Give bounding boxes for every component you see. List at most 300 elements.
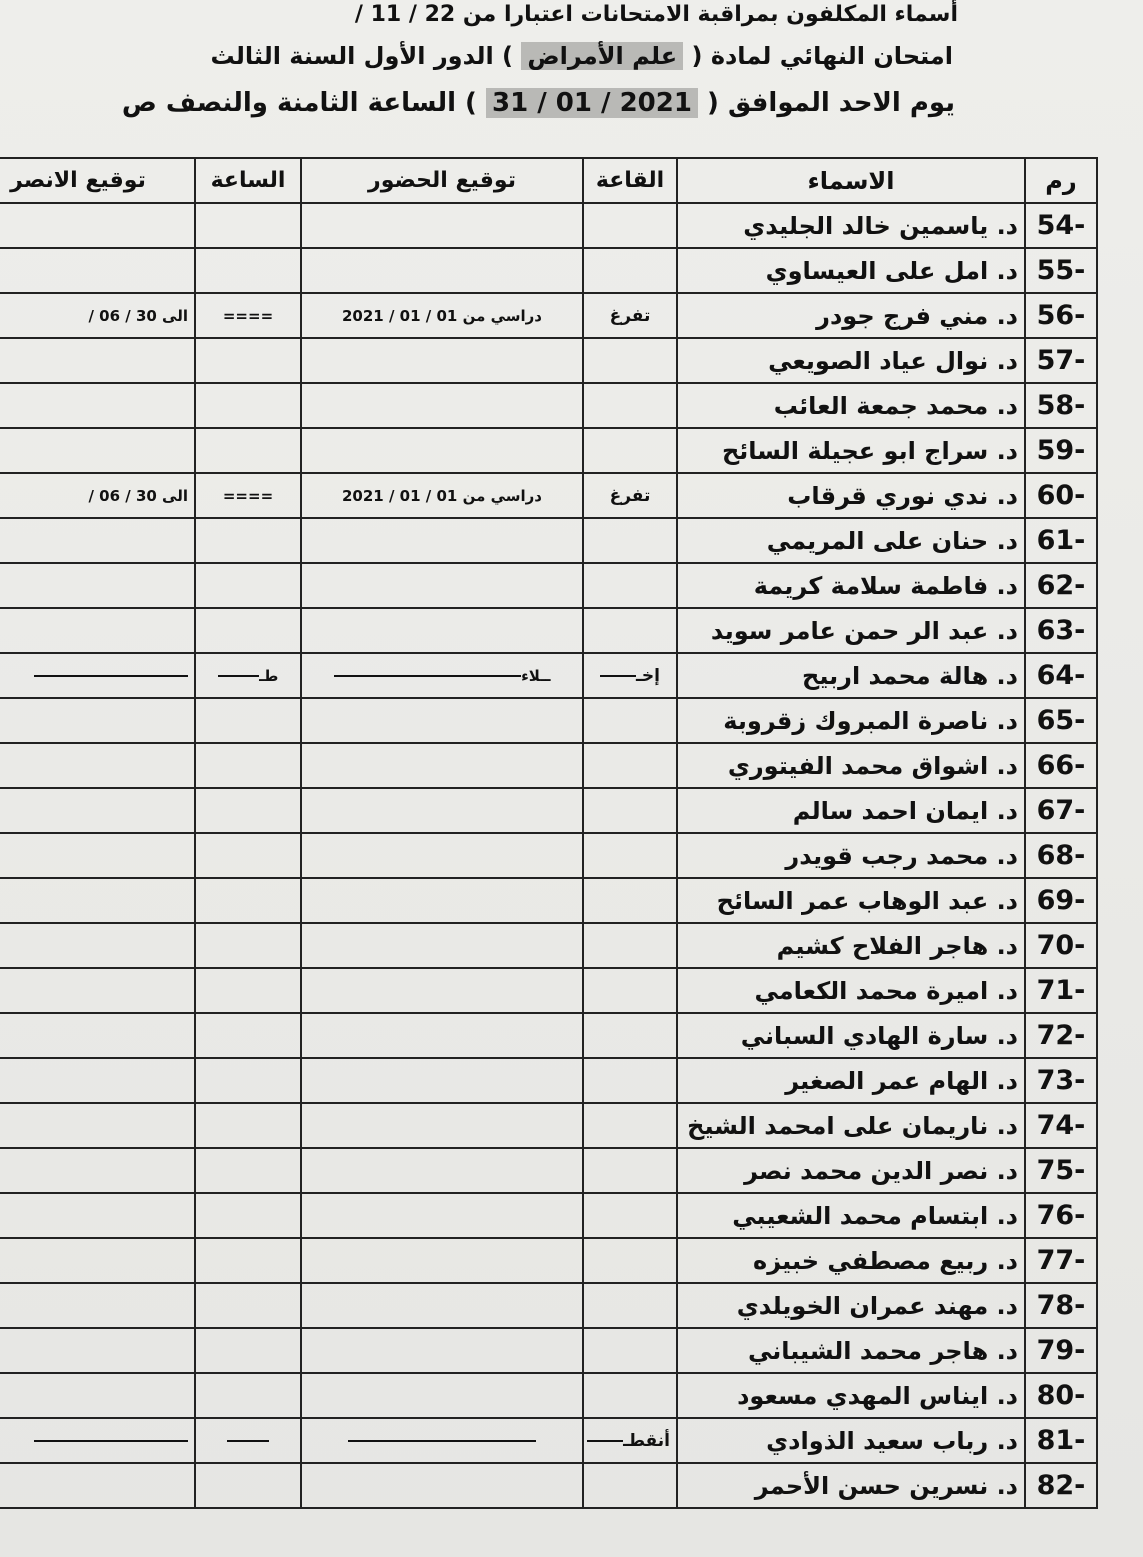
row-name bbox=[677, 653, 1025, 698]
row-attendance bbox=[301, 1058, 583, 1103]
row-name-text: د. محمد رجب قويدر bbox=[785, 841, 1018, 870]
row-name-text: د. ياسمين خالد الجليدي bbox=[743, 211, 1018, 240]
row-hall bbox=[583, 248, 677, 293]
row-time bbox=[195, 1328, 301, 1373]
strike-line bbox=[227, 1440, 268, 1442]
row-number-text: 55- bbox=[1036, 255, 1086, 286]
row-departure bbox=[0, 878, 195, 923]
row-name-text: د. ناريمان على امحمد الشيخ bbox=[687, 1111, 1018, 1140]
row-hall-text: تفرغ bbox=[609, 305, 651, 326]
row-name bbox=[677, 1148, 1025, 1193]
row-name bbox=[677, 1193, 1025, 1238]
row-departure bbox=[0, 1148, 195, 1193]
row-hall bbox=[583, 1328, 677, 1373]
row-time bbox=[195, 1418, 301, 1463]
row-time bbox=[195, 923, 301, 968]
row-departure bbox=[0, 1193, 195, 1238]
row-name-text: د. ايناس المهدي مسعود bbox=[737, 1381, 1018, 1410]
row-hall-text: تفرغ bbox=[609, 485, 651, 506]
row-departure bbox=[0, 608, 195, 653]
row-number-text: 54- bbox=[1036, 210, 1086, 241]
row-departure bbox=[0, 743, 195, 788]
row-number bbox=[1025, 473, 1097, 518]
row-hall bbox=[583, 1238, 677, 1283]
row-number bbox=[1025, 608, 1097, 653]
row-attendance bbox=[301, 1418, 583, 1463]
table-row bbox=[0, 1103, 1097, 1148]
row-name bbox=[677, 698, 1025, 743]
row-departure bbox=[0, 1328, 195, 1373]
row-name bbox=[677, 923, 1025, 968]
row-attendance bbox=[301, 698, 583, 743]
row-departure bbox=[0, 1058, 195, 1103]
row-hall bbox=[583, 473, 677, 518]
row-name-text: د. هاجر محمد الشيباني bbox=[747, 1336, 1018, 1365]
row-time bbox=[195, 473, 301, 518]
row-hall bbox=[583, 1418, 677, 1463]
row-attendance bbox=[301, 1103, 583, 1148]
row-number bbox=[1025, 1418, 1097, 1463]
row-number-text: 63- bbox=[1036, 615, 1086, 646]
row-hall bbox=[583, 338, 677, 383]
row-number-text: 62- bbox=[1036, 570, 1086, 601]
row-departure bbox=[0, 788, 195, 833]
row-departure bbox=[0, 923, 195, 968]
row-departure bbox=[0, 293, 195, 338]
row-number bbox=[1025, 788, 1097, 833]
row-attendance bbox=[301, 878, 583, 923]
table-row bbox=[0, 518, 1097, 563]
table-row bbox=[0, 428, 1097, 473]
row-number-text: 65- bbox=[1036, 705, 1086, 736]
row-name-text: د. الهام عمر الصغير bbox=[785, 1066, 1018, 1095]
row-number-text: 56- bbox=[1036, 300, 1086, 331]
table-row bbox=[0, 653, 1097, 698]
row-number-text: 73- bbox=[1036, 1065, 1086, 1096]
row-name bbox=[677, 563, 1025, 608]
exam-subject-line bbox=[210, 42, 953, 70]
row-time bbox=[195, 608, 301, 653]
row-time bbox=[195, 1013, 301, 1058]
row-departure bbox=[0, 653, 195, 698]
row-time bbox=[195, 1148, 301, 1193]
row-time bbox=[195, 203, 301, 248]
row-departure bbox=[0, 563, 195, 608]
strike-line bbox=[218, 675, 259, 677]
strike-line bbox=[34, 1440, 188, 1442]
row-time bbox=[195, 878, 301, 923]
row-attendance bbox=[301, 338, 583, 383]
row-number bbox=[1025, 653, 1097, 698]
row-attendance-text: دراسي من 01 / 01 / 2021 bbox=[341, 306, 542, 325]
row-name-text: د. نصر الدين محمد نصر bbox=[744, 1156, 1018, 1185]
row-time bbox=[195, 1238, 301, 1283]
row-hall bbox=[583, 968, 677, 1013]
row-hall bbox=[583, 1148, 677, 1193]
row-attendance bbox=[301, 743, 583, 788]
table-row bbox=[0, 293, 1097, 338]
strike-line bbox=[587, 1440, 623, 1442]
row-number bbox=[1025, 1463, 1097, 1508]
row-name-text: د. هالة محمد اربيح bbox=[802, 661, 1018, 690]
row-attendance bbox=[301, 383, 583, 428]
row-number-text: 57- bbox=[1036, 345, 1086, 376]
row-name bbox=[677, 1373, 1025, 1418]
row-time bbox=[195, 518, 301, 563]
row-name bbox=[677, 1058, 1025, 1103]
row-attendance bbox=[301, 518, 583, 563]
row-departure bbox=[0, 248, 195, 293]
row-number-text: 74- bbox=[1036, 1110, 1086, 1141]
table-row bbox=[0, 1328, 1097, 1373]
row-departure bbox=[0, 968, 195, 1013]
row-attendance bbox=[301, 1013, 583, 1058]
row-number-text: 78- bbox=[1036, 1290, 1086, 1321]
row-time bbox=[195, 563, 301, 608]
row-number bbox=[1025, 518, 1097, 563]
row-departure-text: الى 30 / 06 / bbox=[88, 486, 188, 505]
table-row bbox=[0, 1058, 1097, 1103]
row-number bbox=[1025, 563, 1097, 608]
row-number bbox=[1025, 338, 1097, 383]
row-time bbox=[195, 968, 301, 1013]
row-name-text: د. نسرين حسن الأحمر bbox=[754, 1471, 1018, 1500]
table-row bbox=[0, 608, 1097, 653]
strike-line bbox=[600, 675, 636, 677]
row-departure bbox=[0, 698, 195, 743]
row-attendance bbox=[301, 968, 583, 1013]
row-name bbox=[677, 473, 1025, 518]
row-hall bbox=[583, 923, 677, 968]
row-attendance-text: ــلاء bbox=[521, 666, 551, 685]
row-hall bbox=[583, 788, 677, 833]
row-name bbox=[677, 338, 1025, 383]
row-time bbox=[195, 1283, 301, 1328]
row-time-text: ==== bbox=[222, 486, 274, 505]
row-number-text: 79- bbox=[1036, 1335, 1086, 1366]
row-number bbox=[1025, 1193, 1097, 1238]
row-number bbox=[1025, 428, 1097, 473]
exam-date: 2021 / 01 / 31 bbox=[486, 88, 698, 118]
table-row bbox=[0, 1148, 1097, 1193]
row-number-text: 82- bbox=[1036, 1470, 1086, 1501]
row-time bbox=[195, 248, 301, 293]
row-hall-text: إخـ bbox=[636, 665, 660, 686]
table-row bbox=[0, 698, 1097, 743]
row-name-text: د. سراج ابو عجيلة السائح bbox=[721, 436, 1018, 465]
row-departure bbox=[0, 518, 195, 563]
row-departure bbox=[0, 338, 195, 383]
row-number bbox=[1025, 1283, 1097, 1328]
row-number bbox=[1025, 698, 1097, 743]
table-row bbox=[0, 923, 1097, 968]
table-row bbox=[0, 1013, 1097, 1058]
table-body bbox=[0, 203, 1097, 1508]
row-hall bbox=[583, 1193, 677, 1238]
table-header-row bbox=[0, 158, 1097, 203]
row-time bbox=[195, 833, 301, 878]
row-hall bbox=[583, 1058, 677, 1103]
row-number bbox=[1025, 248, 1097, 293]
row-time bbox=[195, 338, 301, 383]
row-number bbox=[1025, 968, 1097, 1013]
row-hall bbox=[583, 1373, 677, 1418]
row-name-text: د. ناصرة المبروك زقروبة bbox=[723, 706, 1018, 735]
row-departure bbox=[0, 1463, 195, 1508]
row-name bbox=[677, 1103, 1025, 1148]
row-time bbox=[195, 428, 301, 473]
row-number bbox=[1025, 1013, 1097, 1058]
row-number-text: 67- bbox=[1036, 795, 1086, 826]
row-name-text: د. ربيع مصطفي خبيزه bbox=[753, 1246, 1018, 1275]
table-row bbox=[0, 563, 1097, 608]
row-departure bbox=[0, 428, 195, 473]
row-number-text: 68- bbox=[1036, 840, 1086, 871]
row-departure bbox=[0, 1013, 195, 1058]
row-name-text: د. ايمان احمد سالم bbox=[792, 796, 1018, 825]
strike-line bbox=[34, 675, 188, 677]
row-attendance bbox=[301, 1463, 583, 1508]
row-time bbox=[195, 1193, 301, 1238]
table-row bbox=[0, 1283, 1097, 1328]
col-hall-header: القاعة bbox=[583, 158, 677, 203]
row-hall bbox=[583, 1013, 677, 1058]
row-attendance bbox=[301, 923, 583, 968]
row-departure bbox=[0, 203, 195, 248]
row-hall bbox=[583, 1283, 677, 1328]
row-departure bbox=[0, 473, 195, 518]
row-name-text: د. محمد جمعة العائب bbox=[773, 391, 1018, 420]
row-hall bbox=[583, 653, 677, 698]
row-name bbox=[677, 518, 1025, 563]
row-name bbox=[677, 428, 1025, 473]
table-row bbox=[0, 788, 1097, 833]
subject-suffix: ) الدور الأول السنة الثالث bbox=[210, 42, 514, 70]
row-time bbox=[195, 788, 301, 833]
row-attendance bbox=[301, 1328, 583, 1373]
table-row bbox=[0, 1193, 1097, 1238]
strike-line bbox=[334, 675, 522, 677]
row-number-text: 58- bbox=[1036, 390, 1086, 421]
table-row bbox=[0, 878, 1097, 923]
document-title bbox=[355, 2, 958, 27]
row-number-text: 59- bbox=[1036, 435, 1086, 466]
row-hall bbox=[583, 743, 677, 788]
row-number bbox=[1025, 923, 1097, 968]
row-name-text: د. حنان على المريمي bbox=[766, 526, 1018, 555]
col-departure-header: توقيع الانصر bbox=[0, 158, 195, 203]
row-time bbox=[195, 1463, 301, 1508]
table-row bbox=[0, 248, 1097, 293]
row-departure-text: الى 30 / 06 / bbox=[88, 306, 188, 325]
row-number bbox=[1025, 1373, 1097, 1418]
row-name bbox=[677, 1283, 1025, 1328]
row-name-text: د. امل على العيساوي bbox=[765, 256, 1018, 285]
strike-line bbox=[348, 1440, 536, 1442]
row-number-text: 75- bbox=[1036, 1155, 1086, 1186]
row-number bbox=[1025, 383, 1097, 428]
row-time bbox=[195, 1058, 301, 1103]
row-departure bbox=[0, 833, 195, 878]
row-hall-text: أنقطـ bbox=[623, 1430, 670, 1451]
row-attendance bbox=[301, 473, 583, 518]
row-hall bbox=[583, 563, 677, 608]
row-attendance bbox=[301, 1148, 583, 1193]
col-names-header: الاسماء bbox=[677, 158, 1025, 203]
row-departure bbox=[0, 383, 195, 428]
row-departure bbox=[0, 1238, 195, 1283]
table-row bbox=[0, 1418, 1097, 1463]
row-number-text: 77- bbox=[1036, 1245, 1086, 1276]
row-time bbox=[195, 383, 301, 428]
table-row bbox=[0, 833, 1097, 878]
row-number-text: 64- bbox=[1036, 660, 1086, 691]
table-row bbox=[0, 743, 1097, 788]
table-row bbox=[0, 968, 1097, 1013]
col-number-header: رم bbox=[1025, 158, 1097, 203]
date-suffix: ) الساعة الثامنة والنصف ص bbox=[121, 88, 477, 118]
row-number bbox=[1025, 743, 1097, 788]
row-number bbox=[1025, 833, 1097, 878]
row-time-text: طـ bbox=[259, 666, 279, 685]
row-hall bbox=[583, 878, 677, 923]
row-attendance bbox=[301, 293, 583, 338]
row-number-text: 60- bbox=[1036, 480, 1086, 511]
row-name bbox=[677, 248, 1025, 293]
table-row bbox=[0, 383, 1097, 428]
row-name-text: د. سارة الهادي السباني bbox=[740, 1021, 1018, 1050]
row-attendance bbox=[301, 653, 583, 698]
row-name-text: د. فاطمة سلامة كريمة bbox=[753, 571, 1018, 600]
row-number-text: 72- bbox=[1036, 1020, 1086, 1051]
row-number-text: 69- bbox=[1036, 885, 1086, 916]
row-time bbox=[195, 698, 301, 743]
exam-date-line bbox=[122, 88, 955, 118]
row-attendance bbox=[301, 428, 583, 473]
row-number bbox=[1025, 1328, 1097, 1373]
row-number bbox=[1025, 1103, 1097, 1148]
row-hall bbox=[583, 428, 677, 473]
col-time-header: الساعة bbox=[195, 158, 301, 203]
row-number bbox=[1025, 203, 1097, 248]
row-attendance bbox=[301, 1193, 583, 1238]
row-attendance bbox=[301, 1238, 583, 1283]
row-name bbox=[677, 1328, 1025, 1373]
row-number-text: 76- bbox=[1036, 1200, 1086, 1231]
row-name-text: د. مني فرج جودر bbox=[816, 301, 1018, 330]
row-number-text: 71- bbox=[1036, 975, 1086, 1006]
row-attendance bbox=[301, 833, 583, 878]
row-attendance-text: دراسي من 01 / 01 / 2021 bbox=[341, 486, 542, 505]
row-number-text: 80- bbox=[1036, 1380, 1086, 1411]
row-departure bbox=[0, 1373, 195, 1418]
row-number bbox=[1025, 1058, 1097, 1103]
row-hall bbox=[583, 698, 677, 743]
row-hall bbox=[583, 293, 677, 338]
row-name-text: د. ندي نوري قرقاب bbox=[787, 481, 1018, 510]
row-name bbox=[677, 203, 1025, 248]
row-name-text: د. مهند عمران الخويلدي bbox=[736, 1291, 1018, 1320]
row-attendance bbox=[301, 1373, 583, 1418]
invigilators-table bbox=[0, 157, 1098, 1509]
row-name bbox=[677, 1238, 1025, 1283]
row-attendance bbox=[301, 563, 583, 608]
row-name bbox=[677, 293, 1025, 338]
row-time bbox=[195, 1373, 301, 1418]
row-name-text: د. عبد الوهاب عمر السائح bbox=[716, 886, 1018, 915]
row-attendance bbox=[301, 248, 583, 293]
row-number-text: 81- bbox=[1036, 1425, 1086, 1456]
row-departure bbox=[0, 1418, 195, 1463]
table-row bbox=[0, 203, 1097, 248]
row-attendance bbox=[301, 1283, 583, 1328]
row-time bbox=[195, 743, 301, 788]
row-name-text: د. ابتسام محمد الشعيبي bbox=[732, 1201, 1018, 1230]
row-hall bbox=[583, 1103, 677, 1148]
row-name-text: د. هاجر الفلاح كشيم bbox=[776, 931, 1018, 960]
title-text: أسماء المكلفون بمراقبة الامتحانات اعتبارا من 22 / 11 / bbox=[354, 2, 958, 27]
row-name-text: د. اميرة محمد الكعامي bbox=[754, 976, 1018, 1005]
date-prefix: يوم الاحد الموافق ( bbox=[707, 88, 955, 118]
row-name bbox=[677, 833, 1025, 878]
row-departure bbox=[0, 1283, 195, 1328]
col-attendance-header: توقيع الحضور bbox=[301, 158, 583, 203]
row-number-text: 70- bbox=[1036, 930, 1086, 961]
row-name-text: د. نوال عياد الصويعي bbox=[768, 346, 1018, 375]
subject-prefix: امتحان النهائي لمادة ( bbox=[691, 42, 953, 70]
table-row bbox=[0, 1238, 1097, 1283]
row-name bbox=[677, 1418, 1025, 1463]
row-number bbox=[1025, 1148, 1097, 1193]
row-hall bbox=[583, 383, 677, 428]
row-hall bbox=[583, 833, 677, 878]
table-row bbox=[0, 338, 1097, 383]
row-name bbox=[677, 608, 1025, 653]
row-number bbox=[1025, 1238, 1097, 1283]
row-name-text: د. عبد الر حمن عامر سويد bbox=[710, 616, 1018, 645]
row-hall bbox=[583, 1463, 677, 1508]
subject-name: علم الأمراض bbox=[521, 42, 683, 70]
row-time-text: ==== bbox=[222, 306, 274, 325]
row-time bbox=[195, 1103, 301, 1148]
row-time bbox=[195, 653, 301, 698]
row-hall bbox=[583, 608, 677, 653]
row-number-text: 66- bbox=[1036, 750, 1086, 781]
row-name-text: د. رباب سعيد الذوادي bbox=[766, 1426, 1018, 1455]
row-time bbox=[195, 293, 301, 338]
table-row bbox=[0, 1463, 1097, 1508]
row-number bbox=[1025, 878, 1097, 923]
row-number-text: 61- bbox=[1036, 525, 1086, 556]
row-number bbox=[1025, 293, 1097, 338]
row-name bbox=[677, 968, 1025, 1013]
row-name bbox=[677, 1013, 1025, 1058]
row-hall bbox=[583, 518, 677, 563]
row-name bbox=[677, 383, 1025, 428]
row-name bbox=[677, 743, 1025, 788]
row-attendance bbox=[301, 203, 583, 248]
row-name bbox=[677, 878, 1025, 923]
table-row bbox=[0, 1373, 1097, 1418]
row-attendance bbox=[301, 608, 583, 653]
row-name bbox=[677, 1463, 1025, 1508]
row-name bbox=[677, 788, 1025, 833]
row-departure bbox=[0, 1103, 195, 1148]
table-row bbox=[0, 473, 1097, 518]
row-hall bbox=[583, 203, 677, 248]
row-name-text: د. اشواق محمد الفيتوري bbox=[727, 751, 1018, 780]
row-attendance bbox=[301, 788, 583, 833]
